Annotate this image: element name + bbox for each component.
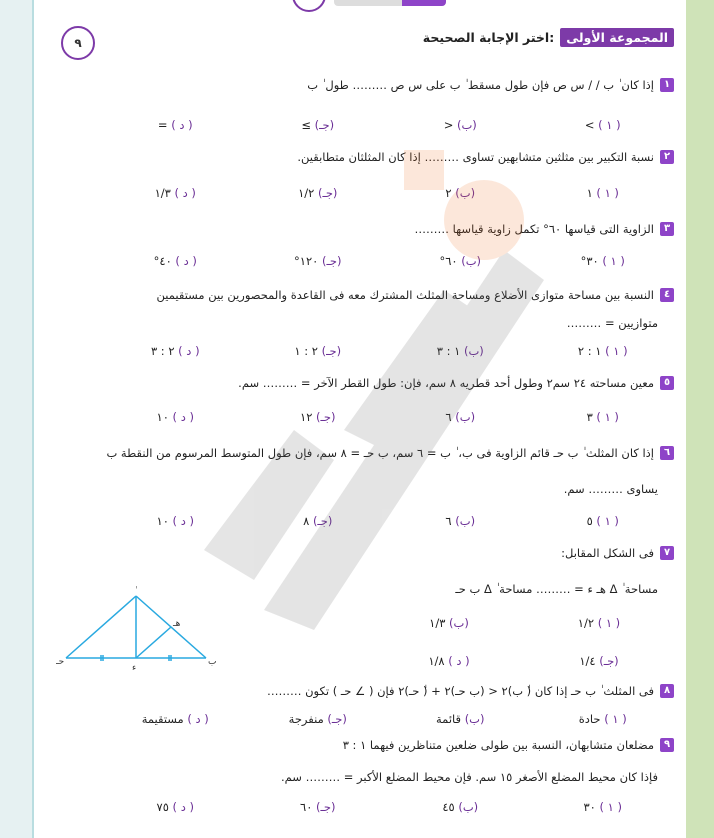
question-number: ٢	[660, 150, 674, 164]
question-number: ٥	[660, 376, 674, 390]
options-row-7b	[374, 654, 674, 668]
question-8	[267, 684, 674, 698]
option-b[interactable]: (ب) ٦	[445, 514, 476, 528]
question-7-continuation: مساحة Δ ‎ٰ هـ ء = ……… مساحة Δ ‎ٰ ب حـ	[455, 582, 658, 596]
question-number: ٩	[660, 738, 674, 752]
question-6-continuation: يساوى ……… سم.	[563, 482, 658, 496]
option-b[interactable]: (ب) ٤٥	[442, 800, 479, 814]
question-number: ٨	[660, 684, 674, 698]
option-c[interactable]: (جـ) ١/٢	[298, 186, 338, 200]
option-b[interactable]: (ب) ٦٠°	[439, 254, 482, 268]
question-text: نسبة التكبير بين مثلثين متشابهين تساوى ……… إذا كان المثلثان متطابقين.	[297, 150, 654, 164]
question-number: ١	[660, 78, 674, 92]
option-a[interactable]: ( ١ ) ١	[586, 186, 619, 200]
group-title: المجموعة الأولى	[560, 28, 674, 47]
watermark-logo	[144, 130, 604, 650]
option-d[interactable]: ( د ) ٧٥	[156, 800, 194, 814]
option-d[interactable]: ( د ) ١٠	[156, 410, 194, 424]
question-5	[238, 376, 674, 390]
question-4	[157, 288, 674, 302]
question-number: ٧	[660, 546, 674, 560]
options-row-1	[104, 118, 674, 132]
question-text: النسبة بين مساحة متوازى الأضلاع ومساحة المثلث المشترك معه فى القاعدة والمحصورين بين مستقيمين	[156, 288, 654, 302]
option-b[interactable]: (ب) ٦	[445, 410, 476, 424]
option-a[interactable]: ( ١ ) ٣	[586, 410, 619, 424]
question-9-continuation: فإذا كان محيط المضلع الأصغر ١٥ سم. فإن محيط المضلع الأكبر = ……… سم.	[281, 770, 658, 784]
instruction-text: اختر الإجابة الصحيحة:	[422, 30, 555, 45]
question-text: فى المثلث ب حـ إذا كان (‎ٰ ب)٢ < (ب حـ)٢ + (‎ٰ حـ)٢ فإن ( ∠ حـ ) تكون ………	[266, 684, 654, 698]
label-e: هـ	[173, 619, 181, 629]
option-a[interactable]: ( ١ ) ٣٠°	[580, 254, 625, 268]
question-number: ٤	[660, 288, 674, 302]
label-a	[136, 586, 137, 589]
options-row-4	[104, 344, 674, 358]
label-c: حـ	[56, 657, 65, 667]
option-d[interactable]: ( د ) =	[157, 118, 193, 132]
option-d[interactable]: ( د ) ١٠	[156, 514, 194, 528]
option-a[interactable]: ( ١ ) ١ : ٢	[577, 344, 628, 358]
option-c[interactable]: (جـ) ٢ : ١	[294, 344, 342, 358]
option-b[interactable]: (ب) ١ : ٣	[436, 344, 484, 358]
question-number: ٣	[660, 222, 674, 236]
question-4-continuation: متوازيين = ………	[566, 316, 658, 330]
options-row-6	[104, 514, 674, 528]
option-c[interactable]: (جـ) ٦٠	[300, 800, 336, 814]
option-a[interactable]: ( ١ ) ٥	[586, 514, 619, 528]
option-b[interactable]: (ب) ١/٣	[429, 616, 469, 630]
top-circle-decoration	[292, 0, 326, 12]
question-text: فى الشكل المقابل:	[561, 546, 654, 560]
label-d: ء	[132, 663, 137, 673]
option-c[interactable]: (جـ) ٨	[303, 514, 333, 528]
option-d[interactable]: ( د ) ٢ : ٣	[150, 344, 200, 358]
left-margin-strip	[0, 0, 34, 838]
question-1	[307, 78, 674, 92]
options-row-9	[104, 800, 674, 814]
option-b[interactable]: (ب) ٢	[445, 186, 476, 200]
triangle-figure	[56, 586, 216, 676]
option-b[interactable]: (ب) قائمة	[436, 712, 485, 726]
option-b[interactable]: (ب) <	[443, 118, 477, 132]
options-row-7a	[374, 616, 674, 630]
option-c[interactable]: (جـ) منفرجة	[288, 712, 347, 726]
options-row-8	[104, 712, 674, 726]
question-6	[106, 446, 674, 460]
section-header	[423, 28, 674, 47]
question-text: الزاوية التى قياسها ٦٠° تكمل زاوية قياسها ………	[414, 222, 654, 236]
top-progress-decoration	[334, 0, 446, 6]
right-margin-strip	[686, 0, 714, 838]
option-c[interactable]: (جـ) ≥	[301, 118, 335, 132]
option-a[interactable]: ( ١ ) ١/٢	[577, 616, 621, 630]
option-c[interactable]: (جـ) ١/٤	[579, 654, 619, 668]
question-text: إذا كان ب / / س ص فإن طول مسقط ب على ‎س ص ……… طول ب	[307, 78, 654, 92]
option-d[interactable]: ( د ) ١/٣	[154, 186, 196, 200]
page-number: ٩	[61, 26, 95, 60]
option-d[interactable]: ( د ) مستقيمة	[141, 712, 209, 726]
options-row-3	[104, 254, 674, 268]
question-9	[343, 738, 674, 752]
option-a[interactable]: ( ١ ) ٣٠	[583, 800, 622, 814]
option-a[interactable]: ( ١ ) حادة	[578, 712, 627, 726]
question-3	[414, 222, 674, 236]
label-b: ب	[208, 657, 216, 667]
question-2	[297, 150, 674, 164]
segment-de	[136, 627, 171, 658]
question-text: معين مساحته ٢٤ سم٢ وطول أحد قطريه ٨ سم، فإن: طول القطر الآخر = ……… سم.	[238, 376, 654, 390]
option-d[interactable]: ( د ) ٤٠°	[153, 254, 197, 268]
worksheet-page	[34, 0, 686, 838]
question-7	[561, 546, 674, 560]
options-row-2	[104, 186, 674, 200]
option-c[interactable]: (جـ) ١٢	[300, 410, 336, 424]
option-d[interactable]: ( د ) ١/٨	[428, 654, 470, 668]
option-a[interactable]: ( ١ ) >	[584, 118, 621, 132]
question-number: ٦	[660, 446, 674, 460]
option-c[interactable]: (جـ) ١٢٠°	[294, 254, 342, 268]
question-text: مضلعان متشابهان، النسبة بين طولى ضلعين متناظرين فيهما ١ : ٣	[342, 738, 654, 752]
question-text: إذا كان المثلث ب حـ قائم الزاوية فى ب، ب = ٦ سم، ب حـ = ٨ سم، فإن طول المتوسط المرسوم من النقطة ب	[106, 446, 654, 460]
options-row-5	[104, 410, 674, 424]
side-ab	[66, 596, 136, 658]
